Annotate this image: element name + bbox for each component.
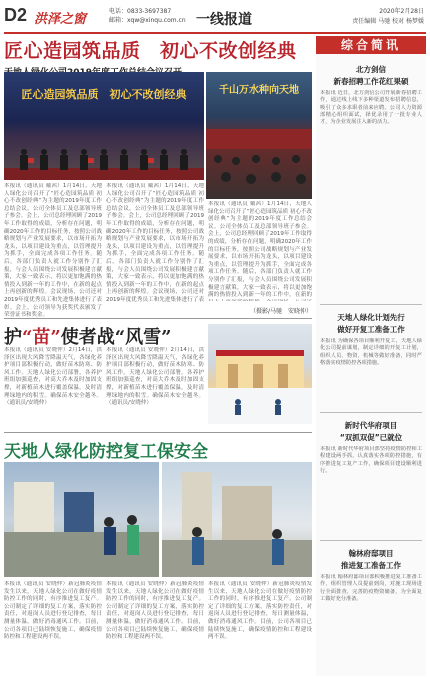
article-1-body-col-1: 本报讯（通讯员 戴茜）1月14日，天地人绿化公司召开了“匠心造园筑品质 初心不改创经典”为主题的2019年度工作总结会议。公司全体员工及总部领导班子参会。会上，公司总经理回顾了2019年工作取得的成绩，分析存在问题，明确2020年工作的目标任务，按照公司战略规划与产业发展要求，以市场开拓为龙头，以项目建设为重点，以管理提升为抓手，全面完成各项工作任务。随后，各部门负责人就工作分别作了汇报，与会人员围绕公司发展积极建言献策，大家一致表示，将以更加饱满的热情投入到新一年的工作中，在新的起点上再创新的辉煌。会议现场，公司还对2019年度优秀员工和先进集体进行了表彰。会上，公司领导为获奖代表颁发了荣誉证书和奖金。 — [4, 183, 102, 319]
article-1-title: 匠心造园筑品质 初心不改创经典 — [4, 40, 297, 62]
contact-info — [109, 7, 186, 25]
brief-3-subtitle: “双抓双促”已就位 — [339, 433, 403, 442]
brief-1-subtitle: 新春招聘工作花红果硕 — [333, 77, 409, 86]
stage-photo — [206, 72, 312, 199]
article-2-title-highlight: “苗” — [22, 327, 61, 348]
article-2-title-part-2: 使者战“风雪” — [60, 327, 172, 348]
workers-illustration-2 — [162, 462, 312, 577]
brief-1-body: 本报讯 近日，北方剑信公司开展新春招聘工作，通过线上线下多种渠道发布招聘信息，吸引了众多求职者前来应聘。公司人力资源部精心组织面试，择优录用了一批专业人才，为企业发展注入新的活力。 — [320, 90, 422, 126]
brief-3-body: 本报讯 新时代华府项目部坚持疫情防控和工程建设两手抓，认真落实各项防控措施，有序推进复工复产工作，确保项目建设顺利进行。 — [320, 446, 422, 474]
sidebar-divider — [320, 412, 422, 413]
article-2-title-part-1: 护 — [4, 327, 22, 348]
meeting-people-illustration — [4, 140, 204, 180]
dateline — [352, 7, 424, 27]
header-rule — [4, 32, 426, 34]
sidebar-divider — [320, 540, 422, 541]
article-2-body-col-1: 本报讯（通讯员 安晓仲）2月14日，洪泽区出现大风降雪降温天气，各绿化养护项目部积极行动，做好苗木防寒、防风工作。天地人绿化公司部署，各养护班组加强巡查，对高大乔木及时加固支撑，对新植苗木进行覆盖保温，及时清理绿地内的积雪。确保苗木安全越冬。（通讯员/安晓仲） — [4, 347, 102, 407]
article-1-body-col-3: 本报讯（通讯员 戴茜）1月14日，天地人绿化公司召开了“匠心造园筑品质 初心不改创经典”为主题的2019年度工作总结会议。公司全体员工及总部领导班子参会。会上，公司总经理回顾了2019年工作取得的成绩，分析存在问题，明确2020年工作的目标任务，按照公司战略规划与产业发展要求，以市场开拓为龙头，以项目建设为重点，以管理提升为抓手，全面完成各项工作任务。随后，各部门负责人就工作分别作了汇报，与会人员围绕公司发展积极建言献策，大家一致表示，将以更加饱满的热情投入到新一年的工作中，在新的 — [208, 201, 312, 299]
brief-4-body: 本报讯 翰林府邸项目部积极推进复工准备工作，组织管理人员提前到岗，对施工现场进行全面排查，完善防疫物资储备，为全面复工做好充分准备。 — [320, 574, 422, 602]
article-2-body-col-2: 本报讯（通讯员 安晓仲）2月14日，洪泽区出现大风降雪降温天气，各绿化养护项目部积极行动，做好苗木防寒、防风工作。天地人绿化公司部署，各养护班组加强巡查，对高大乔木及时加固支撑，对新植苗木进行覆盖保温，及时清理绿地内的积雪。确保苗木安全越冬。（通讯员/安晓仲） — [106, 347, 204, 407]
article-3-body-col-3: 本报讯（通讯员 安晓仲）新冠肺炎疫情发生以来，天地人绿化公司在做好疫情防控工作的同时，有序推进复工复产。公司制定了详细的复工方案，落实防控责任，对返岗人员进行登记排查，每日测量体温，做好消毒通风工作。目前，公司各项目已陆续恢复施工，确保疫情防控和工程建设两不误。 — [208, 581, 312, 641]
meeting-banner: 匠心造园筑品质 初心不改创经典 — [21, 88, 187, 101]
photo-caption: （摄影/马驰 安晓仲） — [249, 308, 312, 315]
phone: 电话：0833-3697387 — [109, 8, 172, 15]
news-brief-sidebar — [316, 36, 426, 676]
stage-banner: 千山万水种向天地 — [219, 85, 299, 96]
stage-audience-illustration — [206, 129, 312, 199]
email: 邮箱：xqw@xinqu.com.cn — [109, 17, 186, 24]
brief-3-title: 新时代华府项目 — [344, 421, 398, 430]
disinfection-photo-1 — [4, 462, 159, 577]
snow-photo — [208, 324, 312, 424]
article-3-body-col-1: 本报讯（通讯员 安晓仲）新冠肺炎疫情发生以来，天地人绿化公司在做好疫情防控工作的同时，有序推进复工复产。公司制定了详细的复工方案，落实防控责任，对返岗人员进行登记排查，每日测量体温，做好消毒通风工作。目前，公司各项目已陆续恢复施工，确保疫情防控和工程建设两不误。 — [4, 581, 102, 641]
brief-4-title: 翰林府邸项目 — [348, 549, 394, 558]
page-number: D2 — [4, 5, 28, 25]
brief-2-title: 天地人绿化计划先行 — [337, 313, 405, 322]
article-divider-1 — [4, 318, 312, 319]
snow-scene-illustration — [208, 324, 312, 424]
section-title: 一线报道 — [196, 12, 252, 28]
masthead — [4, 3, 426, 33]
sidebar-heading: 综合简讯 — [316, 36, 426, 54]
issue-date: 2020年2月28日 — [379, 8, 424, 15]
article-1-body-col-2: 本报讯（通讯员 戴茜）1月14日，天地人绿化公司召开了“匠心造园筑品质 初心不改创经典”为主题的2019年度工作总结会议。公司全体员工及总部领导班子参会。会上，公司总经理回顾了2019年工作取得的成绩，分析存在问题，明确2020年工作的目标任务，按照公司战略规划与产业发展要求，以市场开拓为龙头，以项目建设为重点，以管理提升为抓手，全面完成各项工作任务。随后，各部门负责人就工作分别作了汇报，与会人员围绕公司发展积极建言献策，大家一致表示，将以更加饱满的热情投入到新一年的工作中，在新的起点上再创新的辉煌。会议现场，公司还对2019年度优秀员工和先进集体进行了表 — [106, 183, 204, 303]
article-3-title: 天地人绿化防控复工保安全 — [4, 442, 208, 462]
article-divider-2 — [4, 432, 312, 433]
brief-4-subtitle: 推进复工准备工作 — [341, 561, 401, 570]
brief-2-subtitle: 做好开复工准备工作 — [337, 325, 405, 334]
meeting-photo — [4, 72, 204, 180]
paper-logo: 洪泽之窗 — [34, 12, 87, 27]
brief-2-body: 本报讯 为确保各项目顺利开复工，天地人绿化公司提前谋划，制定详细的开复工计划，组织人员、物资、机械等做好准备，同时严格落实疫情防控各项措施。 — [320, 338, 422, 366]
brief-1-title: 北方剑信 — [356, 65, 386, 74]
article-3-body-col-2: 本报讯（通讯员 安晓仲）新冠肺炎疫情发生以来，天地人绿化公司在做好疫情防控工作的同时，有序推进复工复产。公司制定了详细的复工方案，落实防控责任，对返岗人员进行登记排查，每日测量体温，做好消毒通风工作。目前，公司各项目已陆续恢复施工，确保疫情防控和工程建设两不误。 — [106, 581, 204, 641]
sidebar-divider — [320, 304, 422, 305]
article-2-title — [4, 323, 171, 349]
disinfection-photo-2 — [162, 462, 312, 577]
editor-line: 责任编辑 马驰 校对 杨梦媛 — [352, 18, 424, 25]
workers-illustration-1 — [4, 462, 159, 577]
